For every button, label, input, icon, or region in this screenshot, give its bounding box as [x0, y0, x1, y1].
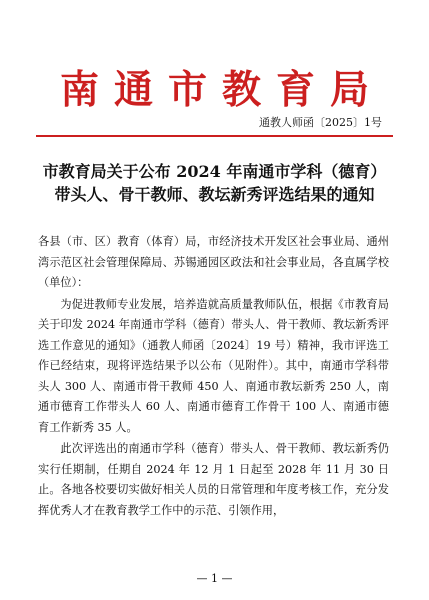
document-number: 通教人师函〔2025〕1号: [259, 116, 382, 129]
body-paragraph-2: 此次评选出的南通市学科（德育）带头人、骨干教师、教坛新秀仍实行任期制，任期自 2024 年 12 月 1 日起至 2028 年 11 月 30 日止。各地各校要切实做好相关人员的日常管理和年度考核工作，充分发挥优秀人才在教育教学工作中的示范、引领作用，: [38, 442, 389, 517]
issuer-header: 南通市教育局: [59, 67, 384, 113]
document-body: [38, 232, 389, 521]
page-number: — 1 —: [196, 572, 233, 585]
body-paragraph-1: 为促进教师专业发展，培养造就高质量教师队伍，根据《市教育局关于印发 2024 年南通市学科（德育）带头人、骨干教师、教坛新秀评选工作意见的通知》（通教人师函〔2024〕19 号）精神，我市评选工作已经结束，现将评选结果予以公布（见附件）。其中，南通市学科带头人 300 人、南通市骨干教师 450 人、南通市教坛新秀 250 人，南通市德育工作带头人 60 人、南通市德育工作骨干 100 人、南通市德育工作新秀 35 人。: [38, 297, 389, 434]
red-divider: [36, 135, 393, 137]
document-title-line-1: 市教育局关于公布 2024 年南通市学科（德育）: [42, 162, 387, 181]
document-title: [30, 160, 399, 206]
document-title-line-2: 带头人、骨干教师、教坛新秀评选结果的通知: [54, 185, 375, 204]
recipients-paragraph: 各县（市、区）教育（体育）局，市经济技术开发区社会事业局、通州湾示范区社会管理保障局、苏锡通园区政法和社会事业局，各直属学校（单位）：: [38, 235, 389, 289]
